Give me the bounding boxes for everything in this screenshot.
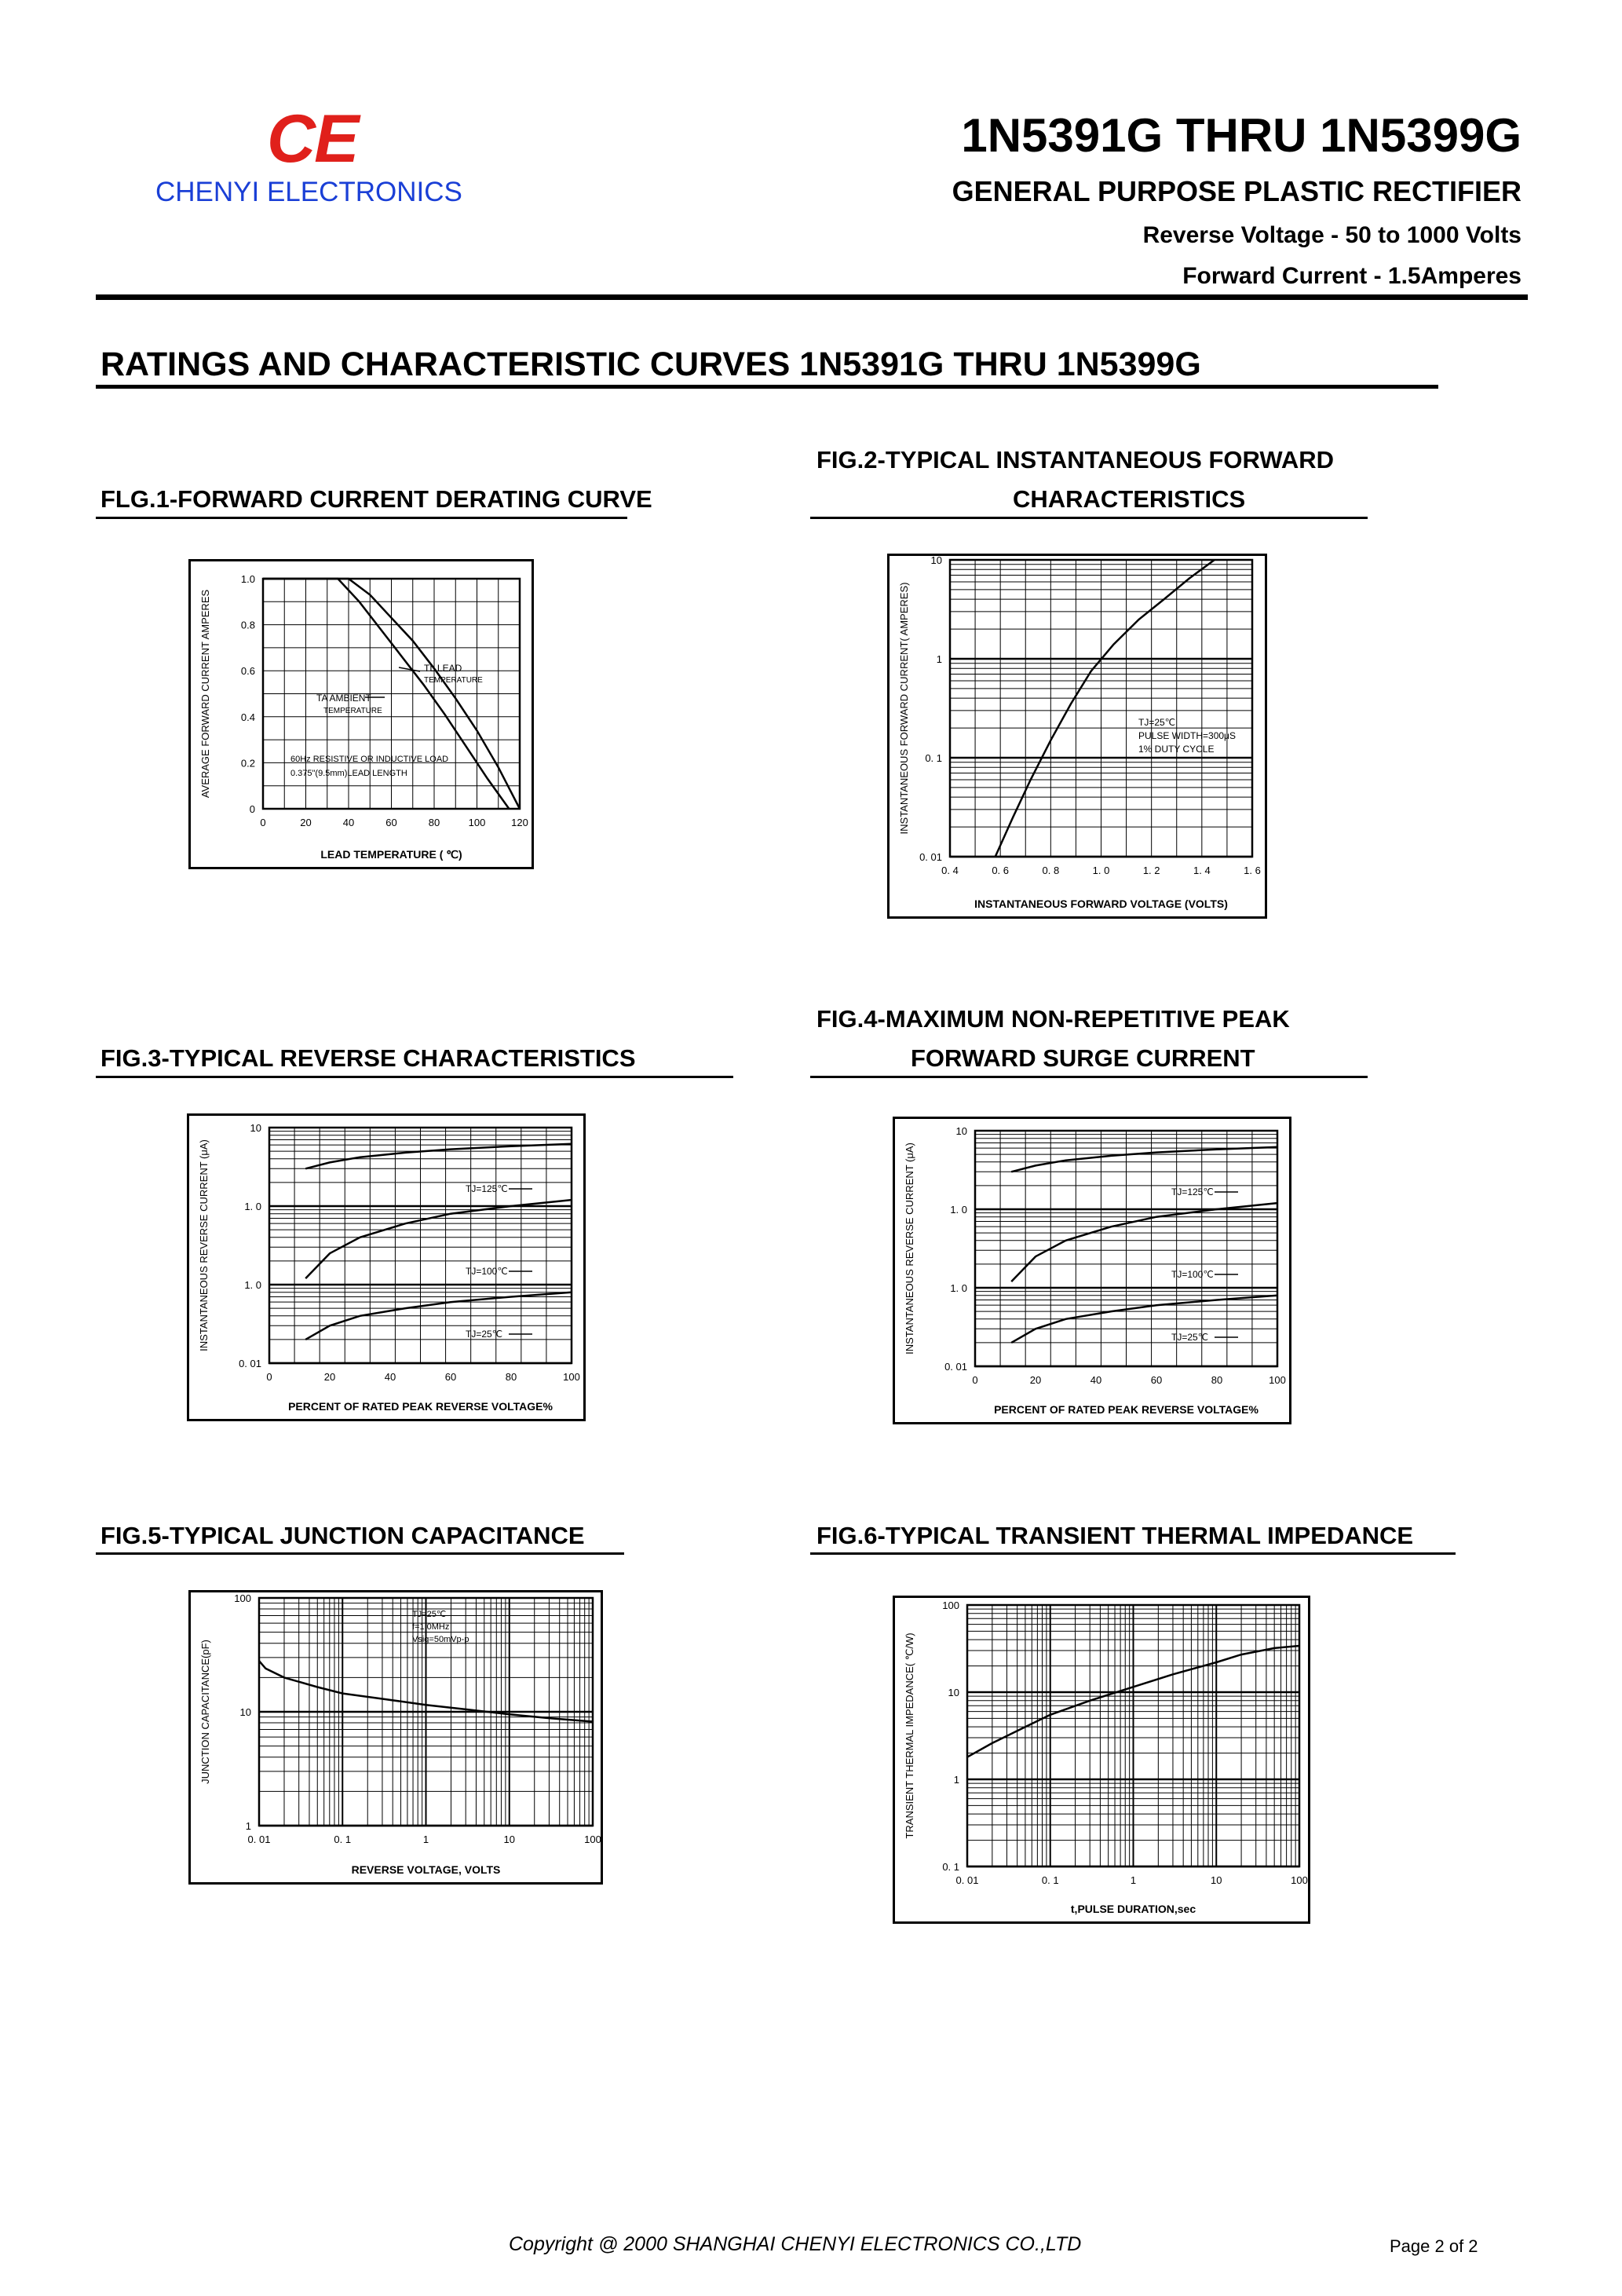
fig1-title-underline	[96, 517, 627, 519]
fig2-x-tick-label: 0. 8	[1042, 865, 1060, 876]
fig1-y-tick-label: 0.6	[240, 665, 255, 678]
fig5-y-tick-label: 100	[234, 1592, 251, 1604]
fig3-series-label: TJ=100℃	[466, 1266, 508, 1277]
fig5-annotation: Vsig=50mVp-p	[412, 1635, 469, 1644]
header-divider	[96, 294, 1528, 300]
fig2-x-tick-label: 1. 6	[1244, 865, 1261, 876]
fig4-y-tick-label: 10	[955, 1125, 967, 1137]
fig1-y-tick-label: 1.0	[240, 573, 255, 585]
fig5-chart	[188, 1590, 603, 1885]
fig1-annotation: 60Hz RESISTIVE OR INDUCTIVE LOAD	[290, 755, 449, 764]
fig1-x-tick-label: 80	[428, 817, 440, 828]
fig4-x-tick-label: 100	[1269, 1374, 1286, 1386]
fig2-title-underline	[810, 517, 1368, 519]
fig6-y-tick-label: 0. 1	[942, 1861, 959, 1873]
fig1-x-tick-label: 120	[511, 817, 528, 828]
fig4-x-tick-label: 80	[1211, 1374, 1223, 1386]
fig5-annotation: f=1.0MHz	[412, 1622, 450, 1632]
part-range-title: 1N5391G THRU 1N5399G	[961, 109, 1522, 162]
fig1-annotation: TA AMBIENT	[316, 693, 371, 704]
fig4-svg	[893, 1117, 1291, 1424]
fig2-x-tick-label: 1. 4	[1193, 865, 1211, 876]
fig1-chart	[188, 559, 534, 869]
fig2-annotation: 1% DUTY CYCLE	[1138, 744, 1215, 755]
fig1-title: FLG.1-FORWARD CURRENT DERATING CURVE	[100, 485, 652, 513]
fig3-x-tick-label: 0	[266, 1371, 272, 1383]
fig3-svg	[187, 1113, 586, 1421]
company-name: CHENYI ELECTRONICS	[155, 177, 462, 207]
footer-copyright: Copyright @ 2000 SHANGHAI CHENYI ELECTRONICS CO.,LTD	[509, 2233, 1082, 2255]
spec-forward-current: Forward Current - 1.5Amperes	[1182, 263, 1522, 289]
fig3-series-label: TJ=25℃	[466, 1329, 503, 1340]
fig6-y-tick-label: 100	[942, 1600, 959, 1611]
fig5-svg	[188, 1590, 603, 1885]
fig4-x-tick-label: 40	[1090, 1374, 1102, 1386]
fig1-svg	[188, 559, 534, 869]
fig1-x-tick-label: 60	[385, 817, 397, 828]
fig1-y-tick-label: 0	[249, 803, 255, 815]
fig3-y-tick-label: 1. 0	[244, 1279, 261, 1291]
fig2-y-tick-label: 0. 01	[919, 851, 942, 863]
fig3-title: FIG.3-TYPICAL REVERSE CHARACTERISTICS	[100, 1044, 636, 1072]
fig3-x-tick-label: 40	[384, 1371, 396, 1383]
fig4-series-label: TJ=125℃	[1171, 1186, 1214, 1197]
fig1-y-axis-label: AVERAGE FORWARD CURRENT AMPERES	[199, 589, 211, 799]
fig3-x-tick-label: 20	[323, 1371, 336, 1383]
fig1-x-tick-label: 20	[300, 817, 312, 828]
fig5-grid	[259, 1598, 593, 1826]
fig1-x-tick-label: 40	[342, 817, 355, 828]
fig5-y-tick-label: 10	[239, 1706, 251, 1718]
fig5-x-tick-label: 0. 01	[247, 1834, 271, 1845]
fig2-x-tick-label: 0. 4	[941, 865, 959, 876]
fig4-y-tick-label: 1. 0	[950, 1204, 967, 1216]
fig2-y-tick-label: 1	[936, 653, 942, 665]
fig1-x-tick-label: 0	[260, 817, 266, 828]
fig4-title-line1: FIG.4-MAXIMUM NON-REPETITIVE PEAK	[816, 1005, 1290, 1033]
fig2-title-line2: CHARACTERISTICS	[1013, 485, 1246, 513]
section-title: RATINGS AND CHARACTERISTIC CURVES 1N5391G THRU 1N5399G	[100, 345, 1201, 383]
fig4-title-line2: FORWARD SURGE CURRENT	[911, 1044, 1255, 1072]
fig5-y-axis-label: JUNCTION CAPACITANCE(pF)	[199, 1640, 211, 1784]
product-subtitle: GENERAL PURPOSE PLASTIC RECTIFIER	[952, 175, 1522, 207]
fig6-x-tick-label: 100	[1291, 1874, 1308, 1886]
fig2-y-tick-label: 0. 1	[925, 752, 942, 764]
fig5-y-tick-label: 1	[245, 1820, 251, 1832]
fig4-title-underline	[810, 1076, 1368, 1078]
fig4-x-axis-label: PERCENT OF RATED PEAK REVERSE VOLTAGE%	[994, 1403, 1259, 1416]
fig3-series-label: TJ=125℃	[466, 1183, 508, 1194]
fig1-annotation: TEMPERATURE	[323, 707, 382, 715]
fig6-x-tick-label: 0. 01	[955, 1874, 979, 1886]
fig1-annotation: TL LEAD	[424, 663, 462, 674]
fig4-series-label: TJ=100℃	[1171, 1269, 1214, 1280]
fig2-x-tick-label: 1. 2	[1142, 865, 1160, 876]
fig3-y-tick-label: 0. 01	[239, 1358, 261, 1369]
fig5-x-tick-label: 1	[422, 1834, 429, 1845]
fig3-x-axis-label: PERCENT OF RATED PEAK REVERSE VOLTAGE%	[288, 1400, 553, 1413]
fig3-title-underline	[96, 1076, 733, 1078]
fig6-x-axis-label: t,PULSE DURATION,sec	[1070, 1903, 1196, 1915]
fig3-x-tick-label: 100	[563, 1371, 580, 1383]
fig2-x-tick-label: 1. 0	[1092, 865, 1110, 876]
fig6-title: FIG.6-TYPICAL TRANSIENT THERMAL IMPEDANCE	[816, 1522, 1414, 1549]
fig4-y-tick-label: 1. 0	[950, 1282, 967, 1294]
fig6-y-tick-label: 10	[948, 1687, 959, 1698]
fig3-y-axis-label: INSTANTANEOUS REVERSE CURRENT (μA)	[198, 1139, 210, 1351]
fig3-x-tick-label: 60	[444, 1371, 457, 1383]
fig2-annotation: TJ=25℃	[1138, 717, 1176, 728]
fig5-title: FIG.5-TYPICAL JUNCTION CAPACITANCE	[100, 1522, 585, 1549]
fig1-annotation: 0.375"(9.5mm)LEAD LENGTH	[290, 769, 407, 778]
fig2-y-tick-label: 10	[930, 554, 942, 566]
fig3-y-tick-label: 10	[250, 1122, 261, 1134]
fig6-svg	[893, 1596, 1310, 1924]
page-number: Page 2 of 2	[1390, 2236, 1478, 2256]
spec-reverse-voltage: Reverse Voltage - 50 to 1000 Volts	[1142, 222, 1522, 248]
fig2-chart	[887, 554, 1267, 919]
fig1-y-tick-label: 0.4	[240, 711, 255, 723]
fig2-annotation: PULSE WIDTH=300μS	[1138, 730, 1236, 741]
fig5-x-axis-label: REVERSE VOLTAGE, VOLTS	[351, 1863, 501, 1876]
fig5-x-tick-label: 0. 1	[334, 1834, 352, 1845]
fig4-x-tick-label: 20	[1029, 1374, 1042, 1386]
fig3-x-tick-label: 80	[505, 1371, 517, 1383]
fig6-x-tick-label: 1	[1130, 1874, 1137, 1886]
fig6-y-axis-label: TRANSIENT THERMAL IMPEDANCE( ℃/W)	[904, 1632, 915, 1839]
fig2-x-axis-label: INSTANTANEOUS FORWARD VOLTAGE (VOLTS)	[974, 898, 1228, 910]
fig4-y-tick-label: 0. 01	[944, 1361, 967, 1373]
fig6-x-tick-label: 0. 1	[1041, 1874, 1059, 1886]
fig2-svg	[887, 554, 1267, 919]
fig5-x-tick-label: 10	[503, 1834, 515, 1845]
fig3-y-tick-label: 1. 0	[244, 1201, 261, 1212]
fig5-title-underline	[96, 1552, 624, 1555]
fig1-annotation: TEMPERATURE	[424, 676, 483, 685]
fig1-x-axis-label: LEAD TEMPERATURE ( ℃)	[320, 848, 462, 861]
fig1-x-tick-label: 100	[468, 817, 486, 828]
company-logo: CE	[267, 101, 358, 177]
fig4-x-tick-label: 60	[1150, 1374, 1163, 1386]
fig4-y-axis-label: INSTANTANEOUS REVERSE CURRENT (μA)	[904, 1143, 915, 1355]
fig1-y-tick-label: 0.2	[240, 757, 255, 770]
fig5-annotation: TJ=25℃	[412, 1610, 447, 1619]
fig4-series-label: TJ=25℃	[1171, 1332, 1209, 1343]
fig1-y-tick-label: 0.8	[240, 619, 255, 631]
fig4-x-tick-label: 0	[972, 1374, 978, 1386]
section-divider	[96, 385, 1438, 389]
fig6-y-tick-label: 1	[953, 1774, 959, 1786]
fig2-y-axis-label: INSTANTANEOUS FORWARD CURRENT( AMPERES)	[898, 582, 910, 835]
fig6-x-tick-label: 10	[1211, 1874, 1222, 1886]
fig2-x-tick-label: 0. 6	[992, 865, 1010, 876]
fig6-title-underline	[810, 1552, 1456, 1555]
fig6-chart	[893, 1596, 1310, 1924]
fig3-chart	[187, 1113, 586, 1421]
fig5-x-tick-label: 100	[584, 1834, 601, 1845]
fig4-chart	[893, 1117, 1291, 1424]
fig2-title-line1: FIG.2-TYPICAL INSTANTANEOUS FORWARD	[816, 446, 1335, 473]
